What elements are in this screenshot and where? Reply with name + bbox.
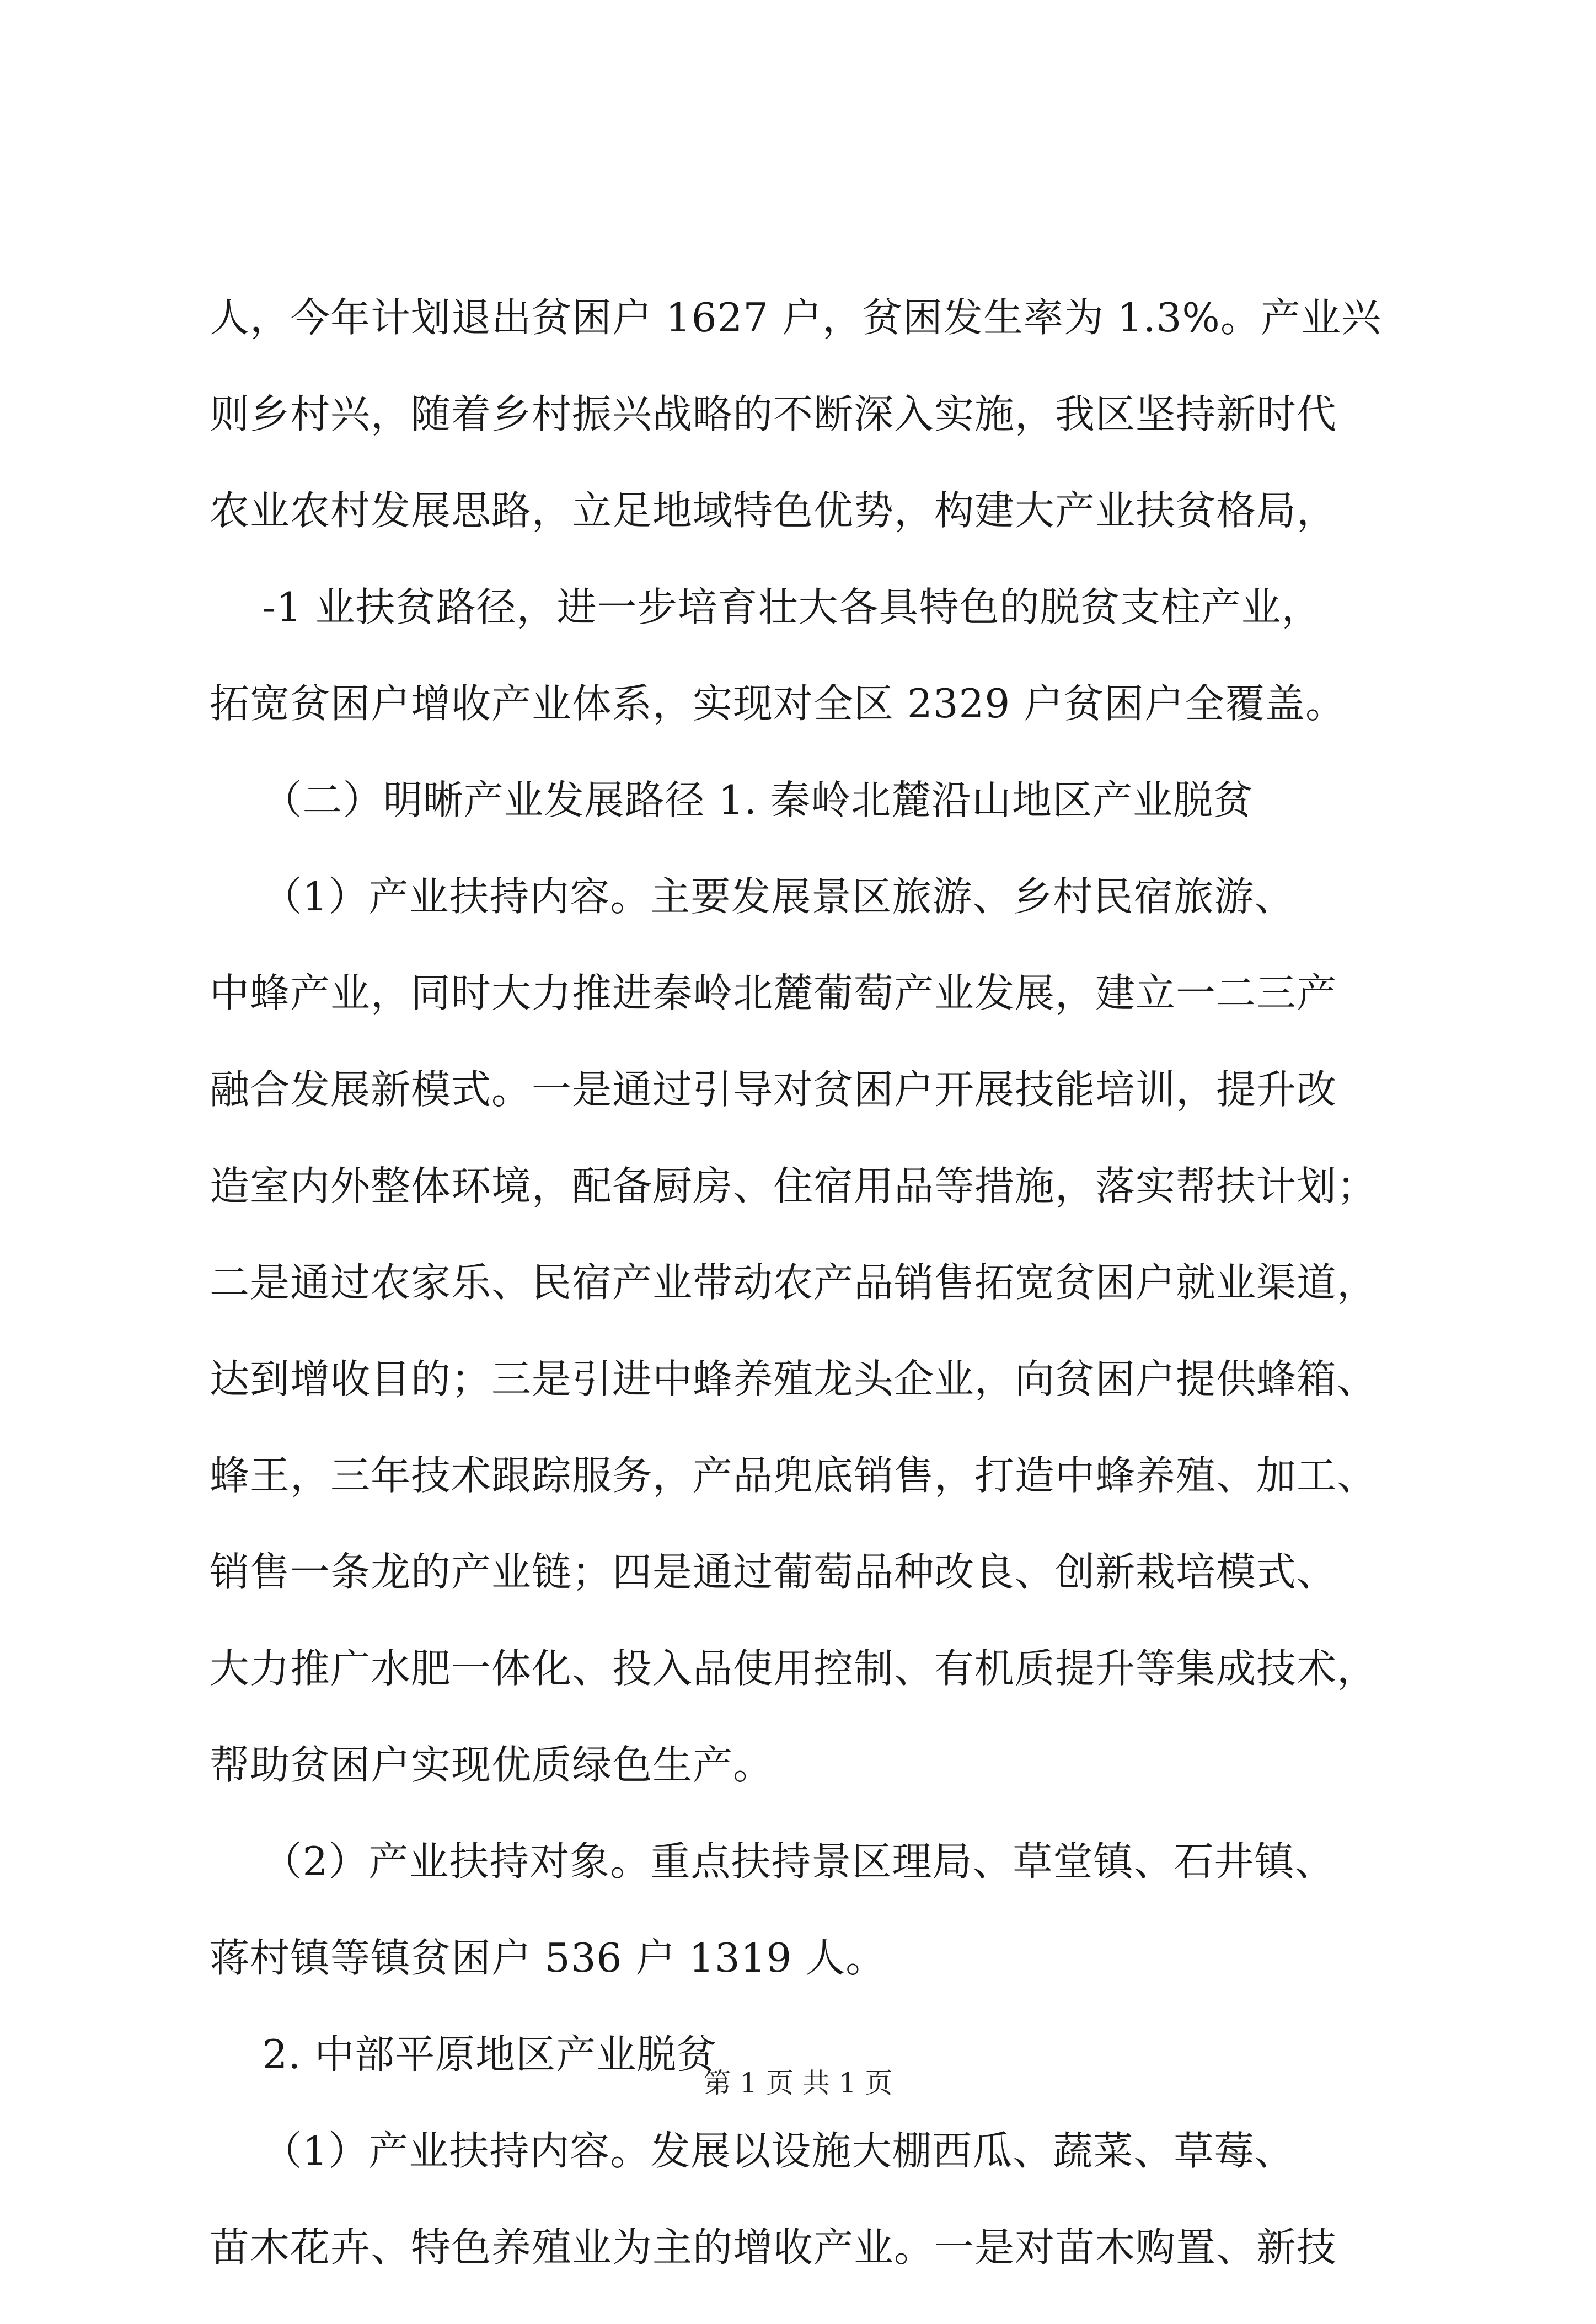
text-line: 销售一条龙的产业链；四是通过葡萄品种改良、创新栽培模式、 [210,1549,1337,1595]
body-text [210,294,1395,2324]
section-heading: 2. 中部平原地区产业脱贫 [210,2031,717,2078]
text-line: （1）产业扶持内容。发展以设施大棚西瓜、蔬菜、草莓、 [210,2128,1295,2174]
section-heading: （二）明晰产业发展路径 1. 秦岭北麓沿山地区产业脱贫 [210,777,1254,823]
text-line: （1）产业扶持内容。主要发展景区旅游、乡村民宿旅游、 [210,873,1295,920]
text-line: 拓宽贫困户增收产业体系，实现对全区 2329 户贫困户全覆盖。 [210,680,1346,727]
text-line: 大力推广水肥一体化、投入品使用控制、有机质提升等集成技术， [210,1645,1378,1692]
text-line: 蜂王，三年技术跟踪服务，产品兜底销售，打造中蜂养殖、加工、 [210,1452,1378,1499]
text-line: 达到增收目的；三是引进中蜂养殖龙头企业，向贫困户提供蜂箱、 [210,1356,1378,1402]
text-line: 则乡村兴，随着乡村振兴战略的不断深入实施，我区坚持新时代 [210,391,1337,437]
text-line: -1 业扶贫路径，进一步培育壮大各具特色的脱贫支柱产业， [210,584,1322,630]
text-line: 造室内外整体环境，配备厨房、住宿用品等措施，落实帮扶计划； [210,1163,1378,1209]
text-line: 帮助贫困户实现优质绿色生产。 [210,1742,774,1788]
text-line: 中蜂产业，同时大力推进秦岭北麓葡萄产业发展，建立一二三产 [210,970,1337,1016]
text-line: 融合发展新模式。一是通过引导对贫困户开展技能培训，提升改 [210,1066,1337,1113]
text-line: 人，今年计划退出贫困户 1627 户，贫困发生率为 1.3%。产业兴 [210,294,1381,341]
page-footer: 第 1 页 共 1 页 [703,2067,893,2099]
text-line: 苗木花卉、特色养殖业为主的增收产业。一是对苗木购置、新技 [210,2224,1337,2271]
text-line: 二是通过农家乐、民宿产业带动农产品销售拓宽贫困户就业渠道， [210,1259,1378,1306]
text-line: （2）产业扶持对象。重点扶持景区理局、草堂镇、石井镇、 [210,1838,1335,1885]
text-line: 农业农村发展思路，立足地域特色优势，构建大产业扶贫格局， [210,487,1337,534]
text-line: 蒋村镇等镇贫困户 536 户 1319 人。 [210,1935,886,1981]
